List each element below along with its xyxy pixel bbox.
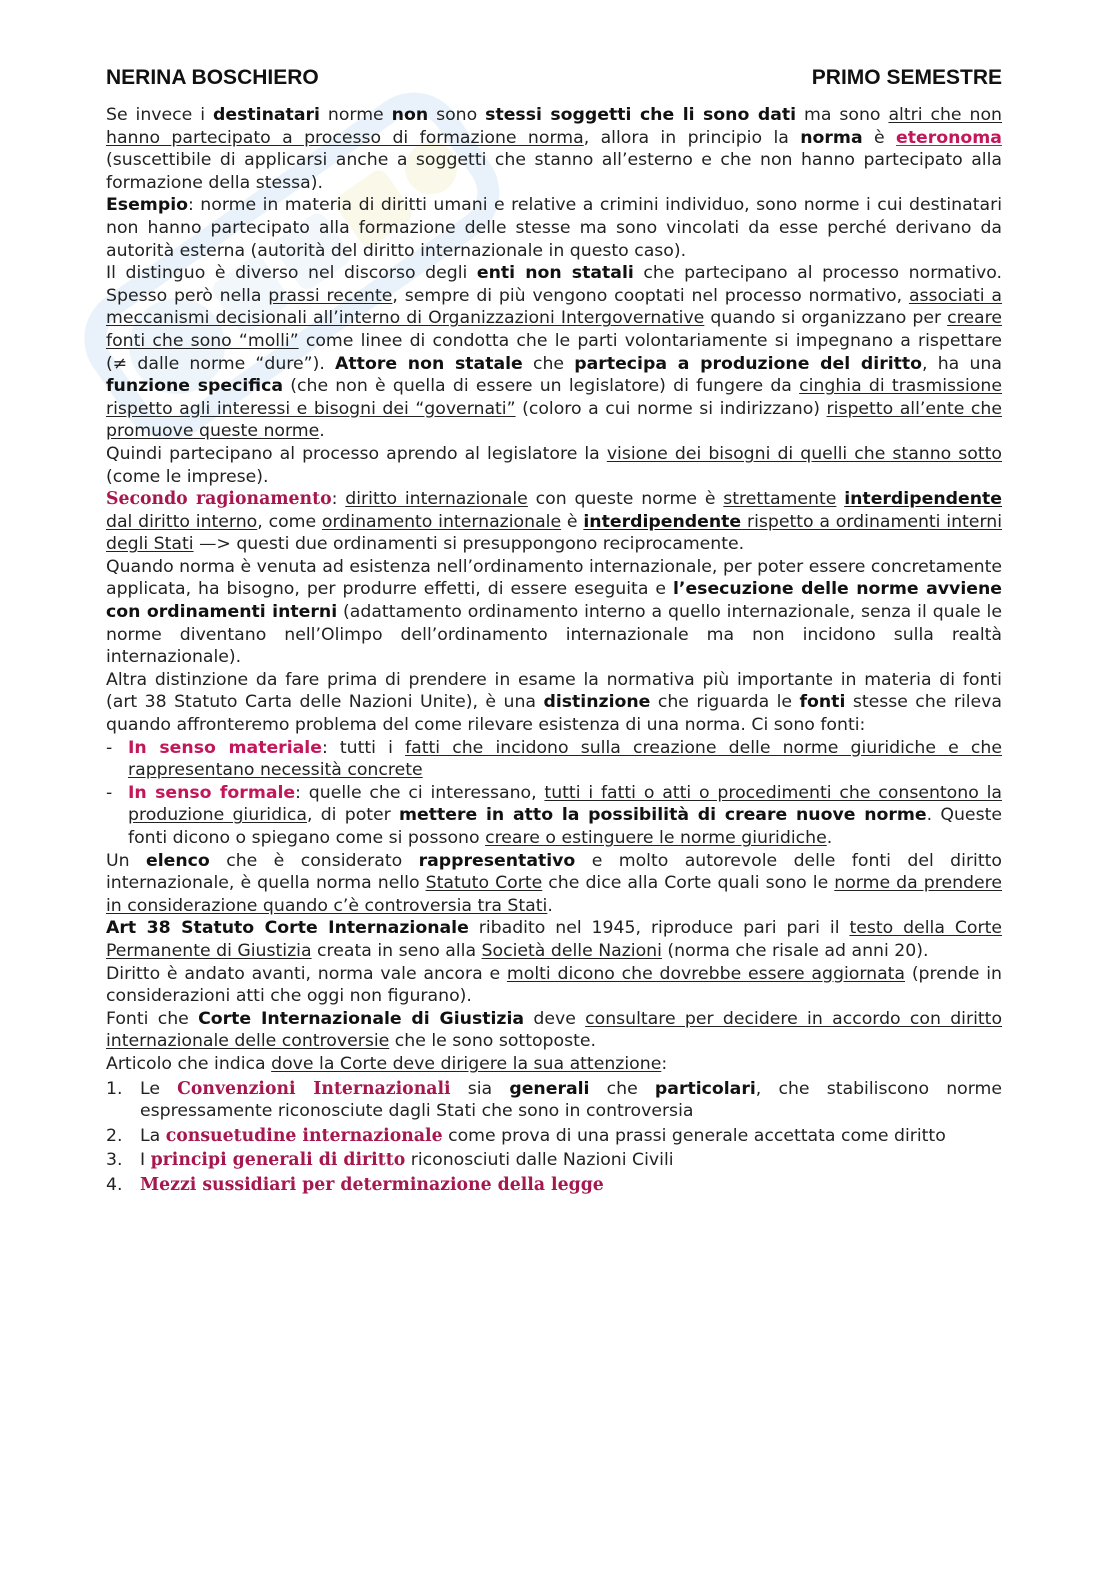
paragraph bbox=[106, 556, 1002, 669]
bold-text: stessi soggetti che li sono dati bbox=[485, 105, 797, 125]
list-number: 4. bbox=[106, 1174, 123, 1195]
highlight-term: Convenzioni Internazionali bbox=[177, 1078, 451, 1099]
text: : tutti i bbox=[321, 737, 406, 758]
text: : bbox=[331, 489, 346, 510]
semester-label: PRIMO SEMESTRE bbox=[811, 66, 1002, 89]
document-body bbox=[106, 104, 1002, 1197]
text: , come bbox=[257, 511, 322, 532]
highlight-term: eteronoma bbox=[896, 127, 1002, 148]
text: che bbox=[522, 353, 575, 374]
bold-text: rappresentativo bbox=[418, 850, 576, 871]
paragraph bbox=[106, 917, 1002, 962]
list-number: 3. bbox=[106, 1150, 123, 1171]
text: che bbox=[589, 1078, 655, 1099]
paragraph bbox=[106, 669, 1002, 737]
text: Un bbox=[106, 850, 146, 871]
bold-text: non bbox=[391, 105, 429, 125]
paragraph bbox=[106, 1008, 1002, 1053]
underlined-text: fatti che incidono sulla creazione delle norme giuridiche e che rappresentano necessità concrete bbox=[128, 737, 1003, 781]
underlined-text: tutti i fatti o atti o procedimenti che consentono la produzione giuridica bbox=[128, 782, 1002, 826]
list-item bbox=[106, 737, 1002, 782]
text: I bbox=[140, 1150, 151, 1171]
underlined-text: altri che non hanno partecipato a processo di formazione norma bbox=[106, 105, 1003, 148]
text: , allora in principio la bbox=[583, 127, 801, 148]
bold-text: mettere in atto la possibilità di creare nuove norme bbox=[399, 805, 927, 826]
text: (prende in considerazioni atti che oggi non figurano). bbox=[106, 963, 1002, 1007]
paragraph bbox=[106, 443, 1002, 488]
list-marker: - bbox=[106, 737, 113, 758]
text: Il distinguo è diverso nel discorso degli bbox=[106, 263, 477, 284]
underlined-text: dal diritto interno bbox=[106, 511, 258, 532]
text: (suscettibile di applicarsi anche a soggetti che stanno all’esterno e che non hanno partecipato alla formazione della stessa). bbox=[106, 150, 1002, 193]
text: : quelle che ci interessano, bbox=[295, 782, 545, 803]
underlined-text: rispetto a ordinamenti interni degli Stati bbox=[106, 511, 1002, 555]
underlined-text: diritto internazionale bbox=[345, 489, 528, 510]
text: . Queste fonti dicono o spiegano come si possono bbox=[128, 805, 1002, 848]
bold-text: elenco bbox=[146, 850, 210, 871]
list-marker: - bbox=[106, 782, 113, 803]
text: che dice alla Corte quali sono le bbox=[542, 873, 835, 894]
text: La bbox=[140, 1125, 166, 1146]
bold-text: Esempio bbox=[106, 195, 188, 216]
text: Fonti che bbox=[106, 1008, 199, 1029]
text: e molto autorevole delle fonti del diritto internazionale, è quella norma nello bbox=[106, 850, 1002, 894]
text: (norma che risale ad anni 20). bbox=[661, 940, 929, 961]
text: come linee di condotta che le parti volontariamente si impegnano a rispettare (≠ dalle norme “dure”). bbox=[106, 330, 1002, 374]
text: Se invece i bbox=[106, 105, 214, 125]
text: sono bbox=[428, 105, 486, 125]
bold-text: generali bbox=[509, 1078, 590, 1099]
highlight-term: In senso formale bbox=[128, 782, 296, 803]
underlined-text: creare fonti che sono “molli” bbox=[106, 308, 1002, 351]
underlined-text: testo della Corte Permanente di Giustizia bbox=[106, 918, 1002, 961]
text: (che non è quella di essere un legislatore) di fungere da bbox=[283, 376, 800, 397]
section-heading: Secondo ragionamento bbox=[106, 489, 332, 510]
underlined-text: cinghia di trasmissione rispetto agli interessi e bisogni dei “governati” bbox=[106, 376, 1003, 419]
text: è bbox=[561, 511, 584, 532]
text: Le bbox=[140, 1078, 178, 1099]
text: ma sono bbox=[796, 105, 889, 125]
underlined-text: associati a meccanismi decisionali all’interno di Organizzazioni Intergovernative bbox=[106, 285, 1002, 329]
highlight-term: In senso materiale bbox=[128, 737, 322, 758]
text: Quindi partecipano al processo aprendo al legislatore la bbox=[106, 443, 607, 464]
text: Articolo che indica bbox=[106, 1053, 272, 1074]
text: , sempre di più vengono cooptati nel processo normativo, bbox=[392, 285, 909, 306]
text: : norme in materia di diritti umani e relative a crimini individuo, sono norme i cui destinatari non hanno partecipato alla formazione delle stesse ma sono vincolati da esse perché derivano da autorità esterna (autorità del diritto internazionale in questo caso). bbox=[106, 195, 1002, 261]
list-item bbox=[106, 1125, 1002, 1148]
page-header bbox=[106, 66, 1002, 90]
text: (coloro a cui norme si indirizzano) bbox=[515, 398, 827, 419]
text: . bbox=[319, 421, 325, 442]
highlight-term: Mezzi sussidiari per determinazione della legge bbox=[140, 1174, 604, 1195]
text: riconosciuti dalle Nazioni Civili bbox=[405, 1150, 674, 1171]
bold-text: funzione specifica bbox=[106, 376, 284, 397]
underlined-text: creare o estinguere le norme giuridiche bbox=[485, 828, 827, 848]
text: —> questi due ordinamenti si presuppongono reciprocamente. bbox=[193, 534, 745, 555]
paragraph bbox=[106, 194, 1002, 262]
list-item bbox=[106, 1149, 1002, 1172]
text: che riguarda le bbox=[650, 692, 800, 713]
text: Diritto è andato avanti, norma vale ancora e bbox=[106, 963, 507, 984]
underlined-text: consultare per decidere in accordo con diritto internazionale delle controversie bbox=[106, 1008, 1003, 1052]
list-number: 2. bbox=[106, 1125, 123, 1146]
text: norme bbox=[319, 105, 392, 125]
text: con queste norme è bbox=[527, 489, 724, 510]
text: deve bbox=[524, 1008, 586, 1029]
underlined-text: molti dicono che dovrebbe essere aggiornata bbox=[506, 963, 906, 984]
text: come prova di una prassi generale accettata come diritto bbox=[442, 1125, 946, 1146]
text: che le sono sottoposte. bbox=[389, 1031, 597, 1052]
text: quando si organizzano per bbox=[704, 308, 948, 329]
paragraph bbox=[106, 262, 1002, 443]
underlined-text: dove la Corte deve dirigere la sua attenzione bbox=[271, 1053, 662, 1074]
bold-text: partecipa a produzione del diritto bbox=[574, 353, 923, 374]
paragraph bbox=[106, 850, 1002, 918]
underlined-text: Società delle Nazioni bbox=[481, 940, 662, 961]
bold-text: l’esecuzione delle norme avviene con ordinamenti interni bbox=[106, 579, 1002, 623]
text: : bbox=[661, 1053, 668, 1074]
text: sia bbox=[450, 1078, 510, 1099]
bold-text: fonti bbox=[799, 692, 846, 713]
paragraph bbox=[106, 104, 1002, 194]
highlight-term: consuetudine internazionale bbox=[165, 1125, 443, 1146]
list-number: 1. bbox=[106, 1078, 123, 1099]
paragraph bbox=[106, 1053, 1002, 1076]
text: , ha una bbox=[922, 353, 1002, 374]
list-item bbox=[106, 1078, 1002, 1123]
text: (adattamento ordinamento interno a quello internazionale, senza il quale le norme diventano nell’Olimpo dell’ordinamento internazionale ma non incidono sulla realtà internazionale). bbox=[106, 602, 1002, 668]
text: , di poter bbox=[306, 805, 400, 826]
text: Quando norma è venuta ad esistenza nell’ordinamento internazionale, per poter essere concretamente applicata, ha bisogno, per produrre effetti, di essere eseguita e bbox=[106, 556, 1002, 600]
text: , che stabiliscono norme espressamente riconosciute dagli Stati che sono in controversia bbox=[140, 1078, 1003, 1122]
bold-text: particolari bbox=[654, 1078, 756, 1099]
text: che partecipano al processo normativo. Spesso però nella bbox=[106, 263, 1002, 306]
text: (come le imprese). bbox=[106, 466, 269, 487]
underlined-text: visione dei bisogni di quelli che stanno sotto bbox=[606, 443, 1003, 464]
text: stesse che rileva quando affronteremo problema del come rilevare esistenza di una norma. Ci sono fonti: bbox=[106, 692, 1002, 736]
paragraph bbox=[106, 963, 1002, 1008]
author-name: NERINA BOSCHIERO bbox=[106, 66, 319, 89]
underlined-text: prassi recente bbox=[268, 285, 393, 306]
bold-text: Attore non statale bbox=[335, 353, 523, 374]
bold-text: norma bbox=[800, 127, 863, 148]
text: Altra distinzione da fare prima di prendere in esame la normativa più importante in materia di fonti (art 38 Statuto Carta delle Nazioni Unite), è una bbox=[106, 669, 1002, 713]
underlined-text: ordinamento internazionale bbox=[321, 511, 562, 532]
bold-text: enti non statali bbox=[476, 263, 634, 284]
list-item bbox=[106, 1174, 1002, 1197]
underlined-text: Statuto Corte bbox=[425, 873, 543, 894]
bold-text: destinatari bbox=[213, 105, 320, 125]
paragraph bbox=[106, 488, 1002, 556]
text: che è considerato bbox=[209, 850, 419, 871]
underlined-text: strettamente bbox=[723, 489, 837, 510]
list-item bbox=[106, 782, 1002, 850]
highlight-term: principi generali di diritto bbox=[150, 1150, 406, 1171]
bold-text: Corte Internazionale di Giustizia bbox=[198, 1008, 525, 1029]
text: . bbox=[826, 828, 833, 848]
underlined-text: norme da prendere in considerazione quando c’è controversia tra Stati bbox=[106, 873, 1002, 916]
text: creata in seno alla bbox=[311, 940, 482, 961]
bold-text: Art 38 Statuto Corte Internazionale bbox=[106, 918, 469, 939]
underlined-text: rispetto all’ente che promuove queste norme bbox=[106, 398, 1002, 442]
text: è bbox=[862, 127, 897, 148]
bold-text: interdipendente bbox=[583, 511, 742, 532]
text: ribadito nel 1945, riproduce pari pari il bbox=[468, 918, 850, 939]
text: . bbox=[547, 895, 553, 916]
bold-text: interdipendente bbox=[844, 489, 1002, 510]
bold-text: distinzione bbox=[543, 692, 651, 713]
